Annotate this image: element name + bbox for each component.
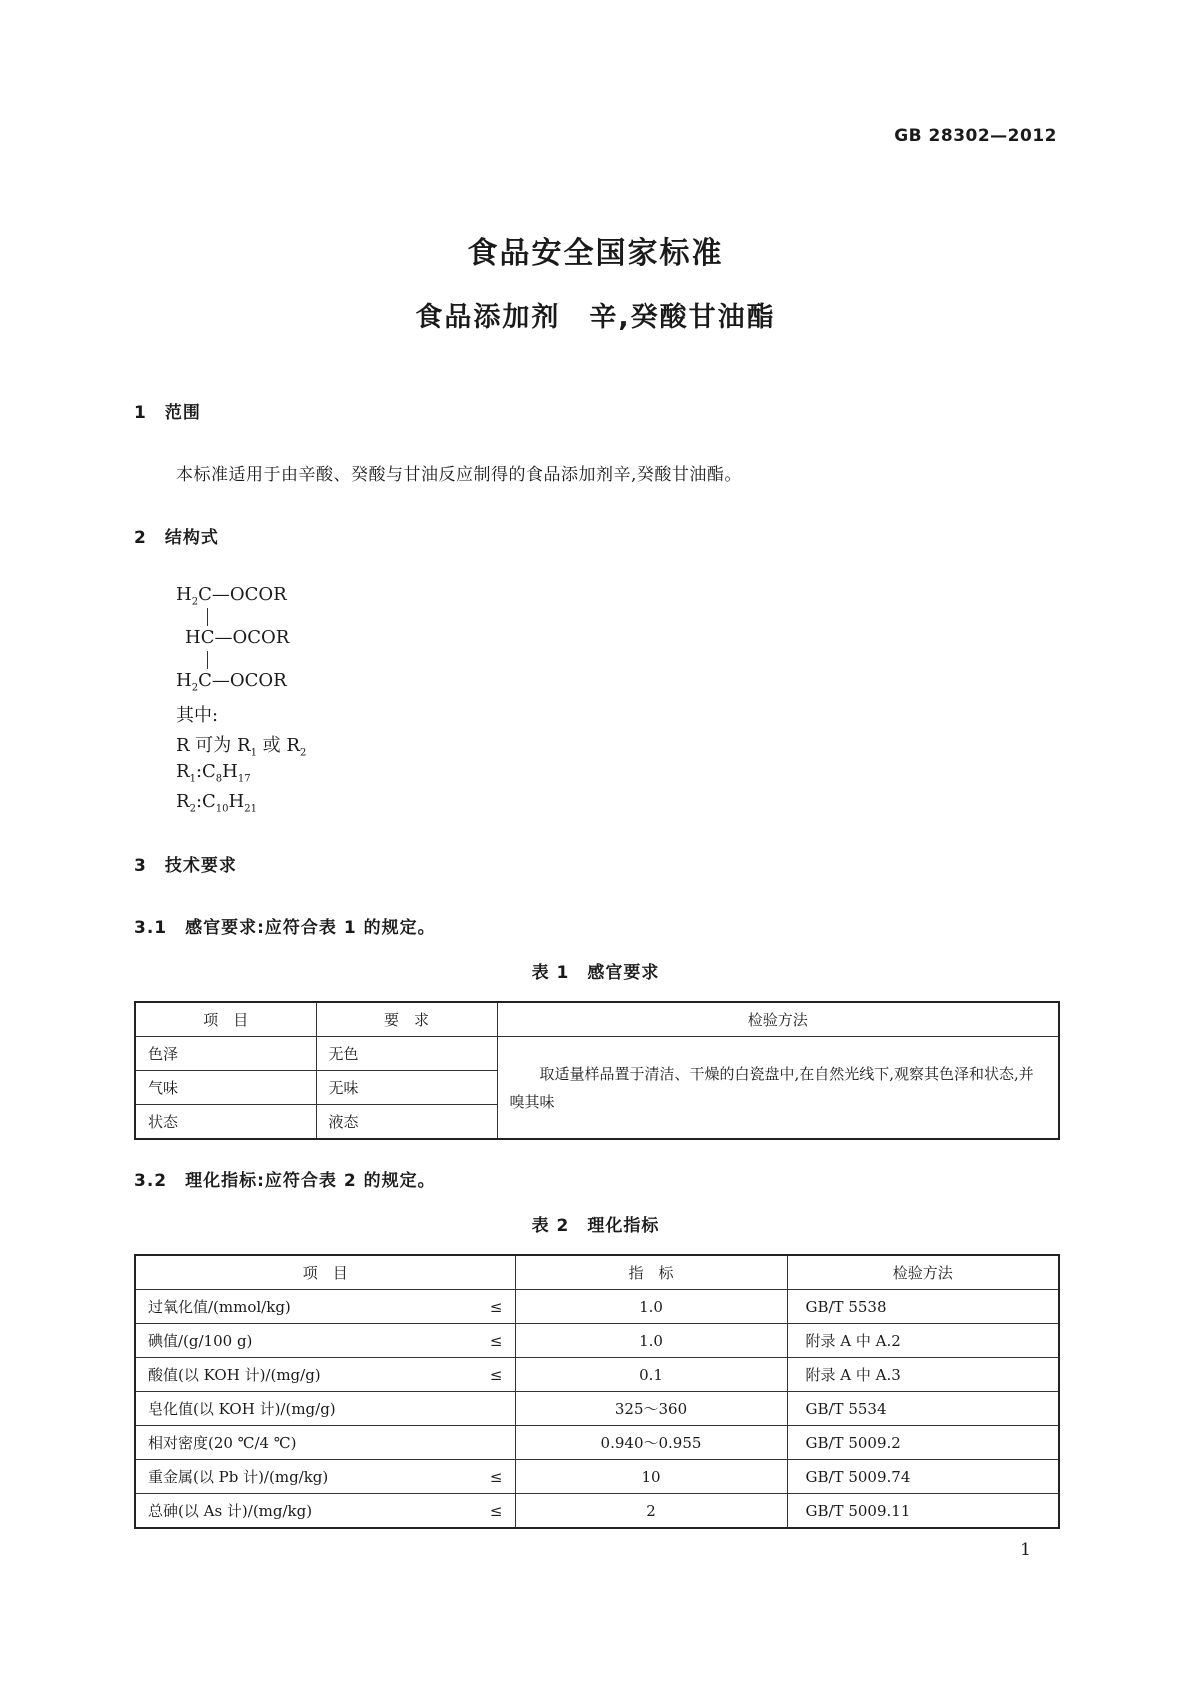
item-name: 酸值(以 KOH 计)/(mg/g) bbox=[148, 1366, 321, 1384]
table-cell bbox=[135, 1494, 515, 1529]
table-row bbox=[135, 1358, 1059, 1392]
table-header-row bbox=[135, 1255, 1059, 1290]
table-cell bbox=[135, 1358, 515, 1392]
table-cell: GB/T 5534 bbox=[787, 1392, 1059, 1426]
section-3-heading: 3 技术要求 bbox=[134, 856, 237, 876]
item-name: 碘值/(g/100 g) bbox=[148, 1332, 253, 1350]
page-subtitle: 食品添加剂 辛,癸酸甘油酯 bbox=[415, 302, 776, 333]
table-cell bbox=[135, 1426, 515, 1460]
table-cell: 1.0 bbox=[515, 1324, 787, 1358]
table-cell: 附录 A 中 A.3 bbox=[787, 1358, 1059, 1392]
table-header-row bbox=[135, 1002, 1059, 1037]
table-cell: 10 bbox=[515, 1460, 787, 1494]
table-cell: 2 bbox=[515, 1494, 787, 1529]
table-1-method-cell: 取适量样品置于清洁、干燥的白瓷盘中,在自然光线下,观察其色泽和状态,并嗅其味 bbox=[497, 1037, 1059, 1140]
table-cell: 325～360 bbox=[515, 1392, 787, 1426]
table-row bbox=[135, 1037, 1059, 1071]
table-header-cell: 项 目 bbox=[135, 1255, 515, 1290]
table-cell: 无味 bbox=[316, 1071, 497, 1105]
table-header-cell: 检验方法 bbox=[497, 1002, 1059, 1037]
formula-line-1: $H_2C—OCOR$ bbox=[176, 584, 287, 608]
table-cell bbox=[135, 1460, 515, 1494]
table-header-cell: 要 求 bbox=[316, 1002, 497, 1037]
section-3-2-heading: 3.2 理化指标:应符合表 2 的规定。 bbox=[134, 1171, 436, 1191]
comparison-operator: ≤ bbox=[489, 1501, 503, 1520]
table-cell: GB/T 5538 bbox=[787, 1290, 1059, 1324]
formula-bond-2 bbox=[207, 651, 208, 669]
table-cell bbox=[135, 1324, 515, 1358]
table-2-physicochemical bbox=[134, 1254, 1060, 1529]
page-number: 1 bbox=[1020, 1540, 1031, 1560]
table-1-sensory bbox=[134, 1001, 1060, 1140]
formula-bond-1 bbox=[207, 608, 208, 626]
table-cell bbox=[135, 1392, 515, 1426]
section-3-1-heading: 3.1 感官要求:应符合表 1 的规定。 bbox=[134, 918, 436, 938]
table-row bbox=[135, 1324, 1059, 1358]
item-name: 皂化值(以 KOH 计)/(mg/g) bbox=[148, 1400, 336, 1418]
section-1-heading: 1 范围 bbox=[134, 403, 201, 423]
table-header-cell: 检验方法 bbox=[787, 1255, 1059, 1290]
table-row bbox=[135, 1460, 1059, 1494]
table-cell bbox=[135, 1290, 515, 1324]
table-cell: 色泽 bbox=[135, 1037, 316, 1071]
comparison-operator: ≤ bbox=[489, 1467, 503, 1486]
table-row bbox=[135, 1426, 1059, 1460]
item-name: 相对密度(20 ℃/4 ℃) bbox=[148, 1434, 297, 1452]
table-header-cell: 指 标 bbox=[515, 1255, 787, 1290]
table-row bbox=[135, 1494, 1059, 1529]
formula-line-3: $H_2C—OCOR$ bbox=[176, 670, 287, 694]
comparison-operator: ≤ bbox=[489, 1297, 503, 1316]
table-row bbox=[135, 1392, 1059, 1426]
table-2-caption: 表 2 理化指标 bbox=[531, 1216, 660, 1236]
table-cell: 气味 bbox=[135, 1071, 316, 1105]
table-cell: 附录 A 中 A.2 bbox=[787, 1324, 1059, 1358]
formula-line-2: HC—OCOR bbox=[185, 627, 290, 648]
formula-r2: $R_2:C_{10}H_{21}$ bbox=[176, 791, 257, 815]
formula-where: 其中: bbox=[176, 705, 219, 726]
table-cell: GB/T 5009.2 bbox=[787, 1426, 1059, 1460]
standard-number: GB 28302—2012 bbox=[894, 126, 1057, 146]
section-2-heading: 2 结构式 bbox=[134, 528, 219, 548]
table-1-caption: 表 1 感官要求 bbox=[531, 963, 660, 983]
item-name: 总砷(以 As 计)/(mg/kg) bbox=[148, 1502, 313, 1520]
page-title: 食品安全国家标准 bbox=[467, 236, 724, 271]
table-cell: 液态 bbox=[316, 1105, 497, 1140]
comparison-operator: ≤ bbox=[489, 1331, 503, 1350]
table-header-cell: 项 目 bbox=[135, 1002, 316, 1037]
table-cell: 0.1 bbox=[515, 1358, 787, 1392]
item-name: 过氧化值/(mmol/kg) bbox=[148, 1298, 291, 1316]
table-cell: GB/T 5009.11 bbox=[787, 1494, 1059, 1529]
table-cell: 状态 bbox=[135, 1105, 316, 1140]
section-1-text: 本标准适用于由辛酸、癸酸与甘油反应制得的食品添加剂辛,癸酸甘油酯。 bbox=[176, 465, 742, 485]
table-cell: 1.0 bbox=[515, 1290, 787, 1324]
table-cell: 无色 bbox=[316, 1037, 497, 1071]
item-name: 重金属(以 Pb 计)/(mg/kg) bbox=[148, 1468, 329, 1486]
comparison-operator: ≤ bbox=[489, 1365, 503, 1384]
table-cell: 0.940～0.955 bbox=[515, 1426, 787, 1460]
table-row bbox=[135, 1290, 1059, 1324]
formula-r-definition: R 可为 $R_1$ 或 $R_2$ bbox=[176, 735, 307, 759]
table-cell: GB/T 5009.74 bbox=[787, 1460, 1059, 1494]
formula-r1: $R_1:C_8H_{17}$ bbox=[176, 761, 251, 785]
